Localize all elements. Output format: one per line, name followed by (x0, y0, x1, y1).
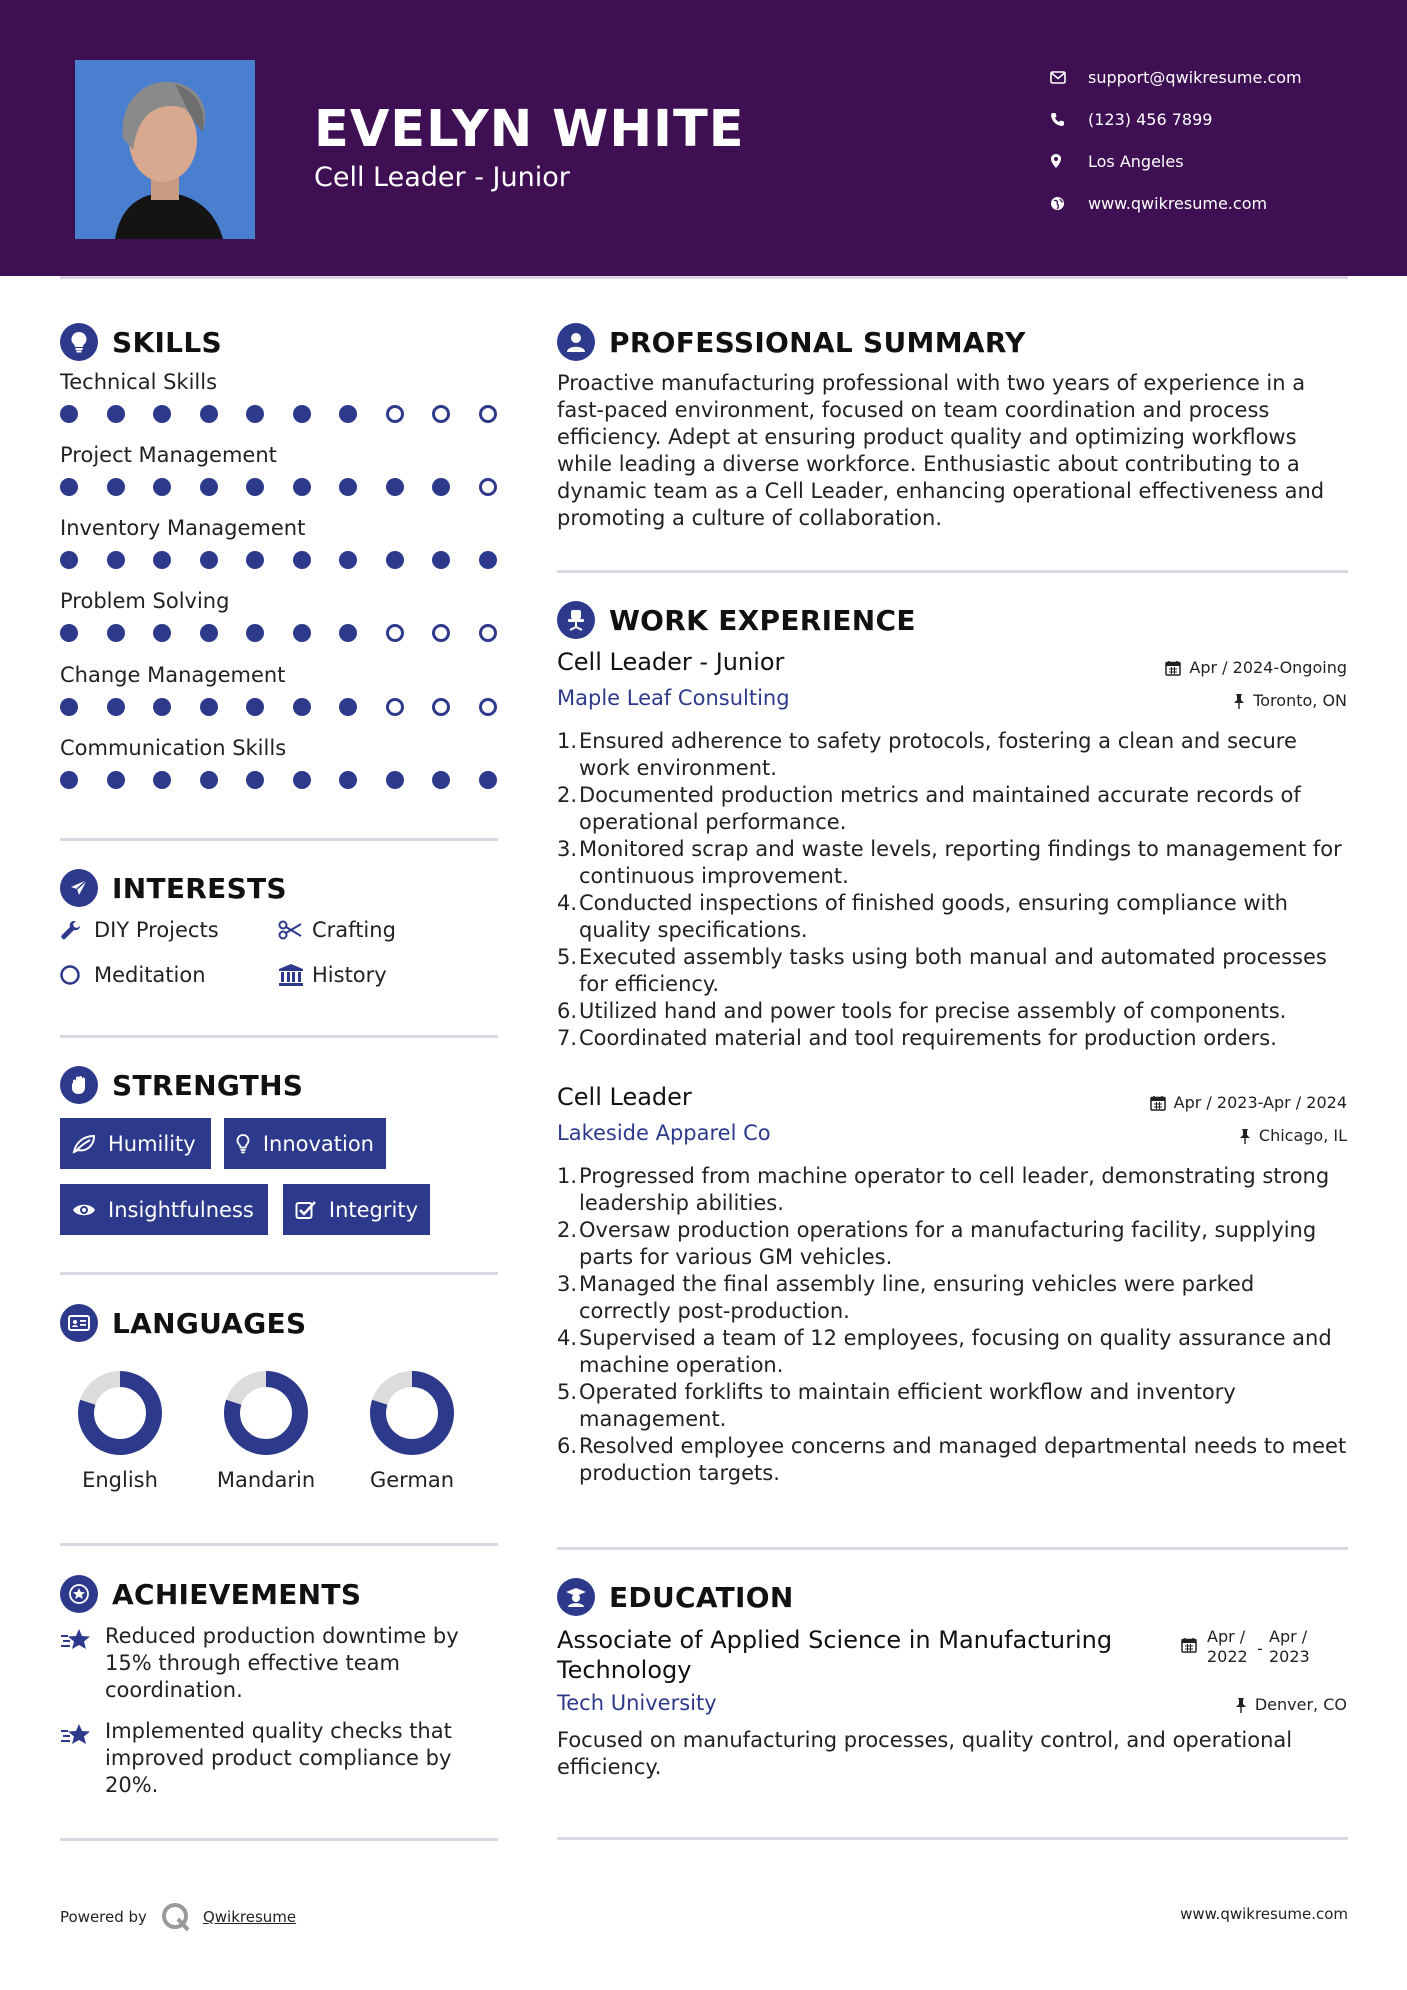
bullet-text: Coordinated material and tool requirements for production orders. (579, 1026, 1277, 1050)
bullet-item (557, 944, 1347, 998)
education-location: Denver, CO (1235, 1695, 1347, 1714)
job-entry (557, 1083, 1347, 1503)
bullet-text: Ensured adherence to safety protocols, fostering a clean and secure work environment. (579, 729, 1297, 780)
rating-dot-filled (479, 551, 497, 569)
rating-dot-filled (153, 551, 171, 569)
bullet-number: 2 . (557, 1217, 575, 1271)
bullet-item (557, 728, 1347, 782)
bullet-number: 1 . (557, 1163, 575, 1217)
bullet-number: 4 . (557, 890, 575, 944)
eye-icon (72, 1202, 108, 1218)
bullet-text: Monitored scrap and waste levels, reporting findings to management for continuous improvement. (579, 837, 1342, 888)
school-name: Tech University (557, 1691, 717, 1715)
calendar-icon (1150, 1095, 1166, 1111)
bullet-number: 3 . (557, 1271, 575, 1325)
rating-dot-filled (293, 478, 311, 496)
rating-dot-filled (293, 624, 311, 642)
rating-dot-filled (246, 771, 264, 789)
language-name: German (369, 1468, 455, 1492)
language-item (206, 1368, 326, 1492)
rating-dot-filled (339, 551, 357, 569)
bullet-text: Executed assembly tasks using both manual and automated processes for efficiency. (579, 945, 1327, 996)
bank-icon (278, 963, 312, 987)
summary-text: Proactive manufacturing professional with two years of experience in a fast-paced environment, focused on team coordination and process efficiency. Adept at ensuring product quality and optimizing workflows while leading a diverse workforce. Enthusiastic about contributing to a dynamic team as a Cell Leader, enhancing operational effectiveness and promoting a culture of collaboration. (557, 371, 1325, 530)
job-location: Toronto, ON (1233, 691, 1347, 710)
rating-dot-filled (153, 478, 171, 496)
job-bullets (557, 1163, 1347, 1487)
education-description: Focused on manufacturing processes, quality control, and operational efficiency. (557, 1728, 1293, 1779)
rating-dot-filled (107, 698, 125, 716)
rating-dot-filled (200, 405, 218, 423)
contact-email[interactable]: support@qwikresume.com (1050, 56, 1302, 98)
rating-dot-empty (386, 405, 404, 423)
achievement-item: Implemented quality checks that improved product compliance by 20%. (60, 1718, 480, 1799)
skill-item (60, 589, 500, 655)
rating-dot-filled (200, 551, 218, 569)
header-divider (60, 276, 1348, 279)
skill-rating (60, 542, 500, 582)
bullet-number: 5 . (557, 944, 575, 998)
bullet-number: 6 . (557, 1433, 575, 1487)
rating-dot-filled (153, 698, 171, 716)
skill-rating (60, 469, 500, 509)
bullet-item (557, 998, 1347, 1025)
lightbulb-icon (60, 323, 98, 361)
bullet-text: Operated forklifts to maintain efficient workflow and inventory management. (579, 1380, 1236, 1431)
rating-dot-empty (479, 698, 497, 716)
job-entry (557, 648, 1347, 1058)
interest-item: Meditation (60, 963, 206, 987)
rating-dot-filled (339, 624, 357, 642)
rating-dot-filled (153, 624, 171, 642)
rating-dot-filled (107, 624, 125, 642)
footer-website[interactable]: www.qwikresume.com (1180, 1905, 1348, 1923)
job-company: Maple Leaf Consulting (557, 686, 790, 710)
skills-divider (60, 838, 498, 841)
contact-website[interactable]: www.qwikresume.com (1050, 182, 1302, 224)
rating-dot-empty (432, 405, 450, 423)
bullet-number: 2 . (557, 782, 575, 836)
globe-icon (1050, 196, 1088, 211)
paper-plane-icon (60, 869, 98, 907)
skill-label: Problem Solving (60, 589, 230, 613)
rating-dot-filled (386, 771, 404, 789)
star-badge-icon (60, 1575, 98, 1613)
rating-dot-filled (432, 478, 450, 496)
skill-item (60, 370, 500, 436)
bullet-text: Utilized hand and power tools for precise assembly of components. (579, 999, 1287, 1023)
rating-dot-filled (432, 551, 450, 569)
skill-rating (60, 396, 500, 436)
calendar-icon (1165, 660, 1181, 676)
bullet-item (557, 1163, 1347, 1217)
skill-label: Change Management (60, 663, 286, 687)
wrench-icon (60, 919, 94, 941)
rating-dot-filled (107, 478, 125, 496)
skill-item (60, 443, 500, 509)
bullet-item (557, 1025, 1347, 1052)
language-level-ring (367, 1368, 457, 1458)
rating-dot-filled (339, 698, 357, 716)
rating-dot-filled (60, 771, 78, 789)
rating-dot-filled (60, 551, 78, 569)
graduate-icon (557, 1578, 595, 1616)
rating-dot-filled (200, 478, 218, 496)
rating-dot-filled (293, 551, 311, 569)
language-level-ring (75, 1368, 165, 1458)
languages-divider (60, 1543, 498, 1546)
interest-item: DIY Projects (60, 918, 219, 942)
resume-header (0, 0, 1407, 276)
bullet-text: Resolved employee concerns and managed departmental needs to meet production targets. (579, 1434, 1347, 1485)
job-title: Cell Leader - Junior (557, 648, 785, 676)
interest-item: History (278, 963, 387, 987)
bullet-item (557, 836, 1347, 890)
skill-label: Inventory Management (60, 516, 306, 540)
skill-item (60, 663, 500, 729)
check-square-icon (295, 1200, 329, 1220)
bullet-text: Progressed from machine operator to cell leader, demonstrating strong leadership abilities. (579, 1164, 1330, 1215)
bullet-number: 3 . (557, 836, 575, 890)
skill-item (60, 516, 500, 582)
bullet-item (557, 890, 1347, 944)
rating-dot-empty (479, 624, 497, 642)
rating-dot-filled (153, 771, 171, 789)
office-chair-icon (557, 601, 595, 639)
leaf-icon (72, 1134, 108, 1154)
rating-dot-filled (386, 478, 404, 496)
contact-location: Los Angeles (1050, 140, 1302, 182)
pushpin-icon (1233, 693, 1245, 709)
rating-dot-filled (339, 405, 357, 423)
candidate-name: EVELYN WHITE (314, 100, 745, 159)
strength-tag: Humility (60, 1118, 211, 1169)
rating-dot-filled (107, 551, 125, 569)
rating-dot-filled (107, 771, 125, 789)
rating-dot-empty (479, 405, 497, 423)
map-pin-icon (1050, 153, 1088, 169)
candidate-title: Cell Leader - Junior (314, 162, 570, 193)
rating-dot-filled (200, 698, 218, 716)
pushpin-icon (1235, 1697, 1247, 1713)
rating-dot-filled (246, 624, 264, 642)
rating-dot-empty (386, 698, 404, 716)
rating-dot-filled (293, 698, 311, 716)
rating-dot-filled (386, 551, 404, 569)
scissors-icon (278, 920, 312, 940)
language-level-ring (221, 1368, 311, 1458)
strength-tag: Integrity (283, 1184, 430, 1235)
skills-heading: SKILLS (60, 323, 222, 361)
lightbulb-icon (236, 1134, 263, 1154)
bullet-item (557, 1379, 1347, 1433)
rating-dot-filled (246, 405, 264, 423)
rating-dot-filled (60, 624, 78, 642)
skill-rating (60, 615, 500, 655)
bullet-item (557, 1325, 1347, 1379)
rating-dot-filled (200, 624, 218, 642)
star-icon (60, 1718, 105, 1799)
language-item (352, 1368, 472, 1492)
footer-powered-by: Powered by Qwikresume (60, 1902, 296, 1932)
achievements-heading: ACHIEVEMENTS (60, 1575, 361, 1613)
rating-dot-filled (153, 405, 171, 423)
education-entry (557, 1625, 1347, 1785)
rating-dot-filled (60, 405, 78, 423)
rating-dot-filled (293, 405, 311, 423)
bullet-text: Conducted inspections of finished goods, ensuring compliance with quality specifications. (579, 891, 1288, 942)
language-name: Mandarin (216, 1468, 316, 1492)
languages-heading: LANGUAGES (60, 1304, 306, 1342)
job-dates: Apr / 2024-Ongoing (1165, 658, 1347, 677)
bullet-text: Oversaw production operations for a manufacturing facility, supplying parts for various GM vehicles. (579, 1218, 1317, 1269)
rating-dot-filled (432, 771, 450, 789)
bullet-number: 6 . (557, 998, 575, 1025)
language-item (60, 1368, 180, 1492)
bullet-item (557, 782, 1347, 836)
skill-label: Technical Skills (60, 370, 218, 394)
skill-label: Communication Skills (60, 736, 287, 760)
strength-tag: Insightfulness (60, 1184, 268, 1235)
achievements-divider (60, 1838, 498, 1841)
pushpin-icon (1239, 1128, 1251, 1144)
strengths-divider (60, 1272, 498, 1275)
skill-label: Project Management (60, 443, 277, 467)
phone-icon (1050, 112, 1088, 127)
bullet-number: 7 . (557, 1025, 575, 1052)
rating-dot-filled (107, 405, 125, 423)
rating-dot-empty (479, 478, 497, 496)
job-location: Chicago, IL (1239, 1126, 1347, 1145)
rating-dot-filled (246, 478, 264, 496)
rating-dot-filled (200, 771, 218, 789)
bullet-item (557, 1217, 1347, 1271)
rating-dot-filled (339, 771, 357, 789)
id-card-icon (60, 1304, 98, 1342)
experience-divider (557, 1547, 1348, 1550)
education-heading: EDUCATION (557, 1578, 794, 1616)
envelope-icon (1050, 71, 1088, 84)
job-bullets (557, 728, 1347, 1052)
rating-dot-empty (386, 624, 404, 642)
circle-icon (60, 964, 94, 986)
job-dates: Apr / 2023-Apr / 2024 (1150, 1093, 1347, 1112)
rating-dot-filled (60, 478, 78, 496)
star-icon (60, 1623, 105, 1704)
fist-icon (60, 1066, 98, 1104)
summary-divider (557, 570, 1348, 573)
job-company: Lakeside Apparel Co (557, 1121, 771, 1145)
strength-tag: Innovation (224, 1118, 386, 1169)
qwikresume-link[interactable]: Qwikresume (202, 1908, 297, 1926)
achievement-item: Reduced production downtime by 15% through effective team coordination. (60, 1623, 480, 1704)
rating-dot-filled (293, 771, 311, 789)
language-name: English (82, 1468, 158, 1492)
bullet-number: 4 . (557, 1325, 575, 1379)
rating-dot-filled (479, 771, 497, 789)
summary-heading: PROFESSIONAL SUMMARY (557, 323, 1026, 361)
rating-dot-filled (246, 698, 264, 716)
rating-dot-filled (246, 551, 264, 569)
contact-phone[interactable]: (123) 456 7899 (1050, 98, 1302, 140)
bullet-text: Supervised a team of 12 employees, focusing on quality assurance and machine operation. (579, 1326, 1332, 1377)
interests-divider (60, 1035, 498, 1038)
skill-rating (60, 762, 500, 802)
profile-photo (75, 60, 255, 239)
degree-title: Associate of Applied Science in Manufacturing Technology (557, 1626, 1113, 1684)
bullet-number: 1 . (557, 728, 575, 782)
education-dates: Apr / 2022 - Apr / 2023 (1181, 1627, 1319, 1667)
contact-list (1050, 56, 1302, 224)
interests-heading: INTERESTS (60, 869, 287, 907)
skill-rating (60, 689, 500, 729)
rating-dot-filled (60, 698, 78, 716)
strengths-heading: STRENGTHS (60, 1066, 303, 1104)
bullet-number: 5 . (557, 1379, 575, 1433)
skill-item (60, 736, 500, 802)
qwikresume-logo-icon (161, 1902, 191, 1932)
bullet-text: Managed the final assembly line, ensuring vehicles were parked correctly post-production. (579, 1272, 1255, 1323)
interest-item: Crafting (278, 918, 396, 942)
job-title: Cell Leader (557, 1083, 692, 1111)
bullet-item (557, 1433, 1347, 1487)
education-divider (557, 1837, 1348, 1840)
user-icon (557, 323, 595, 361)
rating-dot-empty (432, 698, 450, 716)
rating-dot-empty (432, 624, 450, 642)
bullet-text: Documented production metrics and maintained accurate records of operational performance. (579, 783, 1301, 834)
calendar-icon (1181, 1637, 1197, 1658)
experience-heading: WORK EXPERIENCE (557, 601, 916, 639)
rating-dot-filled (339, 478, 357, 496)
bullet-item (557, 1271, 1347, 1325)
